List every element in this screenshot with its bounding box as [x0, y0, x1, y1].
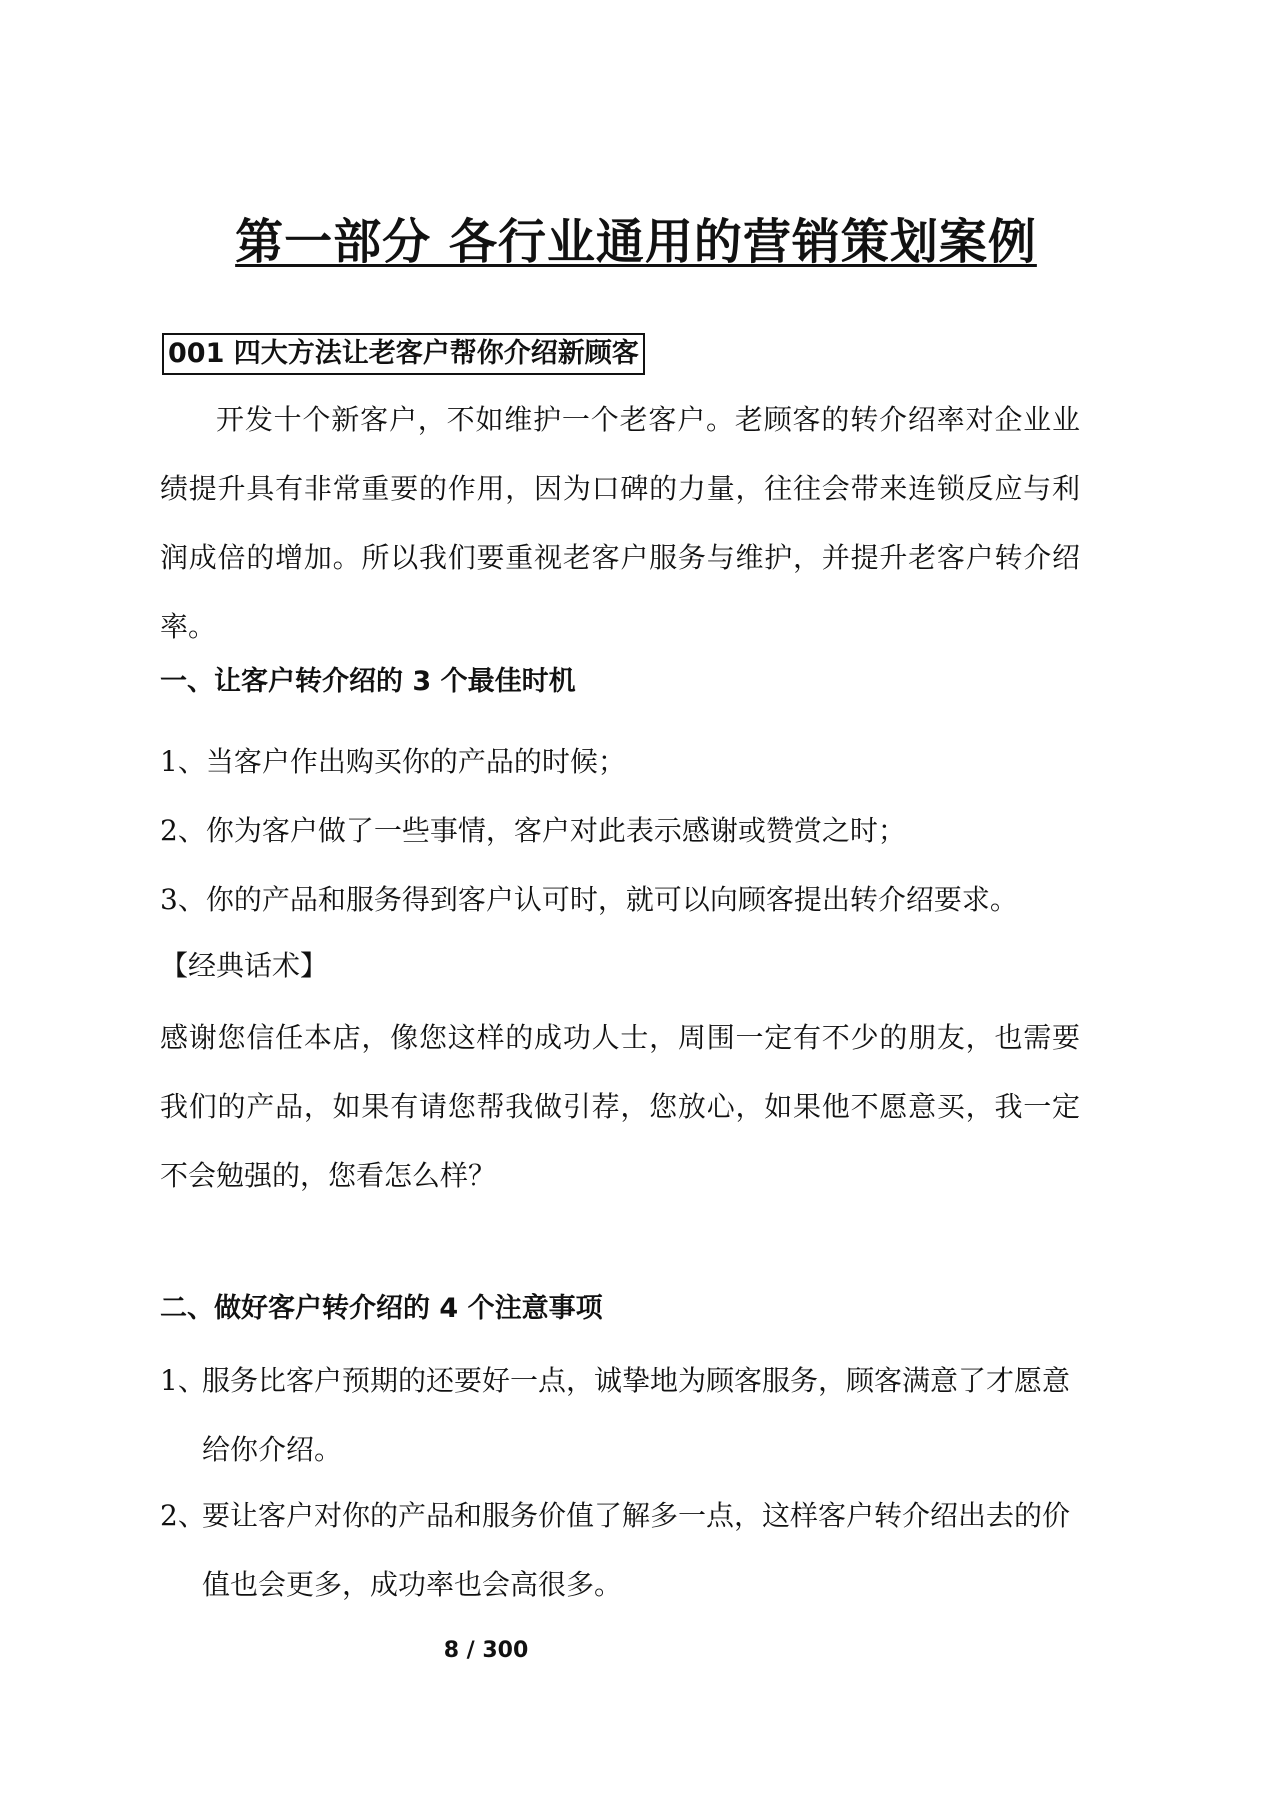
- section2-item-2: [160, 1481, 1080, 1619]
- section1-item-1: 1、当客户作出购买你的产品的时候；: [160, 745, 626, 778]
- part-title: [0, 212, 1272, 272]
- section1-item-3: 3、你的产品和服务得到客户认可时，就可以向顾客提出转介绍要求。: [160, 883, 1018, 916]
- section1-heading: 一、让客户转介绍的 3 个最佳时机: [160, 666, 576, 697]
- section2-item-2-number: 2、: [160, 1499, 206, 1532]
- part-title-text: 第一部分 各行业通用的营销策划案例: [235, 214, 1037, 270]
- script-paragraph: 感谢您信任本店，像您这样的成功人士，周围一定有不少的朋友，也需要我们的产品，如果有请您帮我做引荐，您放心，如果他不愿意买，我一定不会勉强的，您看怎么样？: [160, 1021, 1080, 1192]
- case-title-box: 001 四大方法让老客户帮你介绍新顾客: [162, 333, 645, 375]
- section1-item-2: 2、你为客户做了一些事情，客户对此表示感谢或赞赏之时；: [160, 814, 906, 847]
- section2-item-1-number: 1、: [160, 1364, 206, 1397]
- script-label: 【经典话术】: [160, 949, 329, 982]
- intro-paragraph: 开发十个新客户，不如维护一个老客户。老顾客的转介绍率对企业业绩提升具有非常重要的作用，因为口碑的力量，往往会带来连锁反应与利润成倍的增加。所以我们要重视老客户服务与维护，并提升老客户转介绍率。: [160, 403, 1080, 643]
- page-number: 8 / 300: [443, 1638, 529, 1663]
- page-footer: [0, 1636, 1272, 1666]
- section2-item-1: [160, 1346, 1080, 1484]
- section2-heading: 二、做好客户转介绍的 4 个注意事项: [160, 1293, 603, 1324]
- section2-item-2-text: 要让客户对你的产品和服务价值了解多一点，这样客户转介绍出去的价值也会更多，成功率也会高很多。: [202, 1499, 1071, 1601]
- section2-item-1-text: 服务比客户预期的还要好一点，诚挚地为顾客服务，顾客满意了才愿意给你介绍。: [202, 1364, 1071, 1466]
